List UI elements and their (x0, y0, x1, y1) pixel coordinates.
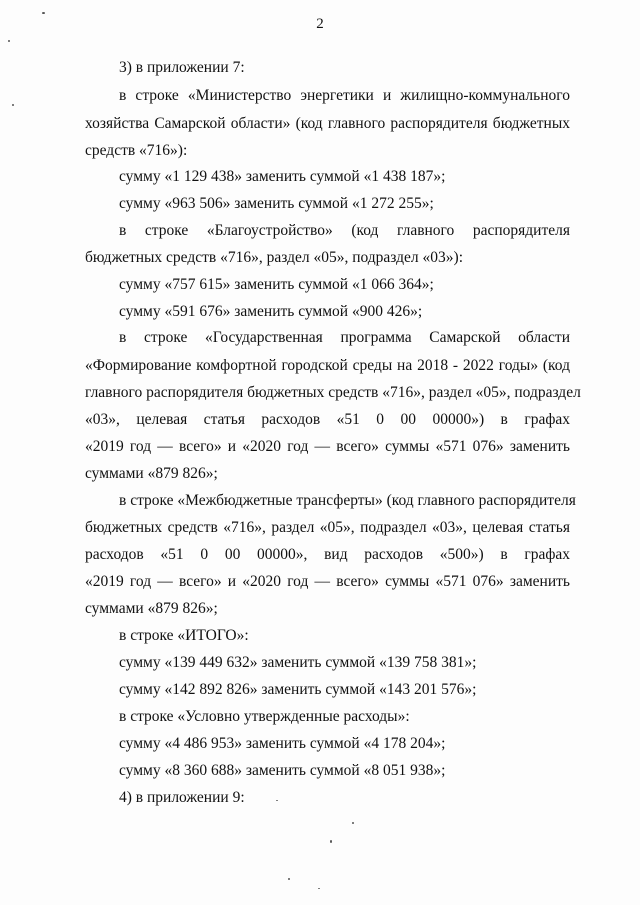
paragraph-line: сумму «8 360 688» заменить суммой «8 051 938»; (119, 762, 446, 779)
paragraph-line: главного распорядителя бюджетных средств «716», раздел «05», подраздел (85, 384, 581, 401)
paragraph-line: сумму «142 892 826» заменить суммой «143 201 576»; (119, 681, 477, 698)
paragraph-line: сумму «963 506» заменить суммой «1 272 255»; (119, 195, 434, 212)
paragraph-line: сумму «1 129 438» заменить суммой «1 438 187»; (119, 168, 446, 185)
scan-speck (42, 12, 45, 14)
paragraph-line: в строке «Министерство энергетики и жилищно-коммунального (119, 87, 570, 104)
paragraph-line: сумму «139 449 632» заменить суммой «139 758 381»; (119, 654, 477, 671)
paragraph-line: сумму «4 486 953» заменить суммой «4 178 204»; (119, 735, 446, 752)
paragraph-line: в строке «Условно утвержденные расходы»: (119, 708, 410, 725)
paragraph-line: в строке «ИТОГО»: (119, 627, 249, 644)
scan-speck (288, 878, 290, 880)
paragraph-line: в строке «Межбюджетные трансферты» (код главного распорядителя (119, 492, 576, 509)
paragraph-line: суммами «879 826»; (85, 600, 218, 617)
paragraph-line: 3) в приложении 7: (119, 59, 245, 76)
paragraph-line: «Формирование комфортной городской среды на 2018 - 2022 годы» (код (85, 357, 570, 374)
scan-speck (330, 840, 332, 843)
paragraph-line: хозяйства Самарской области» (код главного распорядителя бюджетных (85, 115, 570, 132)
paragraph-line: «2019 год — всего» и «2020 год — всего» суммы «571 076» заменить (85, 573, 570, 590)
paragraph-line: средств «716»): (85, 142, 188, 159)
scan-speck (276, 800, 278, 801)
paragraph-line: «2019 год — всего» и «2020 год — всего» суммы «571 076» заменить (85, 438, 570, 455)
scan-speck (12, 104, 14, 106)
paragraph-line: в строке «Государственная программа Самарской области (119, 329, 570, 346)
scan-speck (352, 822, 354, 824)
page-number: 2 (316, 16, 324, 32)
paragraph-line: сумму «591 676» заменить суммой «900 426»; (119, 303, 423, 320)
paragraph-line: 4) в приложении 9: (119, 789, 245, 806)
scan-speck (318, 888, 320, 889)
paragraph-line: расходов «51 0 00 00000», вид расходов «500») в графах (85, 546, 570, 563)
paragraph-line: бюджетных средств «716», раздел «05», подраздел «03»): (85, 249, 463, 266)
paragraph-line: сумму «757 615» заменить суммой «1 066 364»; (119, 276, 434, 293)
scan-speck (8, 40, 10, 42)
paragraph-line: «03», целевая статья расходов «51 0 00 00000») в графах (85, 411, 570, 428)
paragraph-line: бюджетных средств «716», раздел «05», подраздел «03», целевая статья (85, 519, 570, 536)
paragraph-line: в строке «Благоустройство» (код главного распорядителя (119, 222, 570, 239)
paragraph-line: суммами «879 826»; (85, 465, 218, 482)
